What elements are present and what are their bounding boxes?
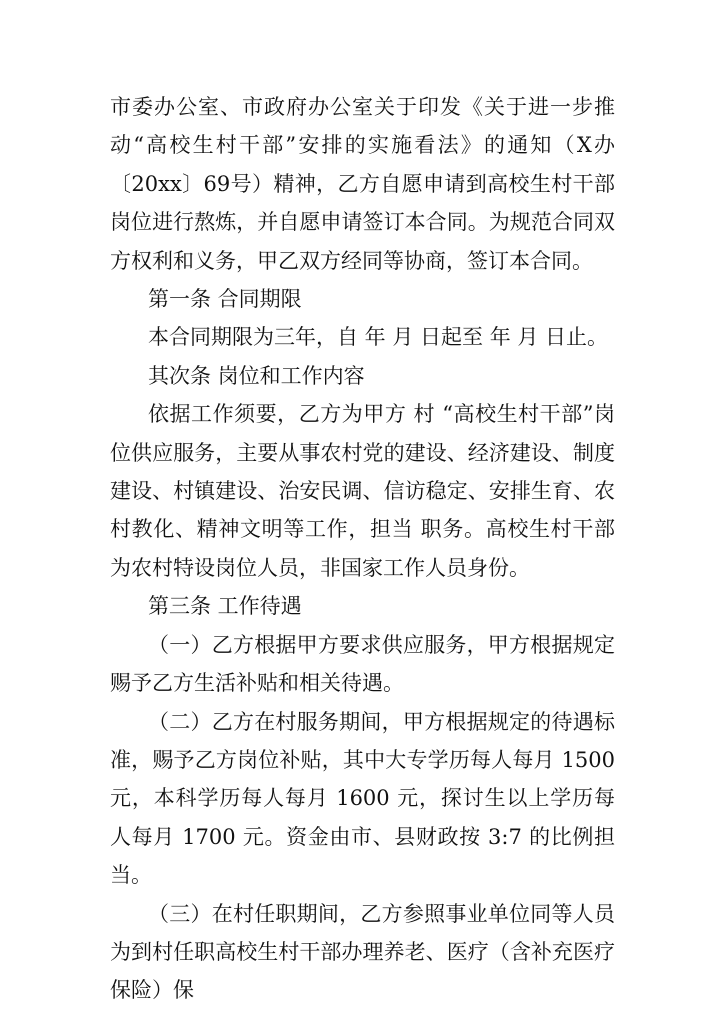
article-heading-2: 其次条 岗位和工作内容 bbox=[148, 363, 365, 388]
paragraph-contract-term: 本合同期限为三年，自 年 月 日起至 年 月 日止。 bbox=[148, 325, 609, 350]
paragraph-item-1: （一）乙方根据甲方要求供应服务，甲方根据规定赐予乙方生活补贴和相关待遇。 bbox=[110, 632, 615, 696]
paragraph-intro: 市委办公室、市政府办公室关于印发《关于进一步推动“高校生村干部”安排的实施看法》的通知（X办〔20xx〕69号）精神，乙方自愿申请到高校生村干部岗位进行熬炼，并自愿申请签订本合同。为规范合同双方权利和义务，甲乙双方经同等协商，签订本合同。 bbox=[110, 95, 615, 273]
article-heading-3: 第三条 工作待遇 bbox=[148, 594, 302, 619]
article-heading-1: 第一条 合同期限 bbox=[148, 287, 302, 312]
paragraph-item-2: （二）乙方在村服务期间，甲方根据规定的待遇标准，赐予乙方岗位补贴，其中大专学历每人每月 1500 元，本科学历每人每月 1600 元，探讨生以上学历每人每月 1700 元。资金由市、县财政按 3:7 的比例担当。 bbox=[110, 709, 615, 888]
paragraph-job-content: 依据工作须要，乙方为甲方 村 “高校生村干部”岗位供应服务，主要从事农村党的建设、经济建设、制度建设、村镇建设、治安民调、信访稳定、安排生育、农村教化、精神文明等工作，担当 职务。高校生村干部为农村特设岗位人员，非国家工作人员身份。 bbox=[110, 402, 615, 580]
paragraph-item-3: （三）在村任职期间，乙方参照事业单位同等人员为到村任职高校生村干部办理养老、医疗（含补充医疗保险）保 bbox=[110, 901, 615, 1003]
document-page bbox=[110, 88, 615, 1010]
